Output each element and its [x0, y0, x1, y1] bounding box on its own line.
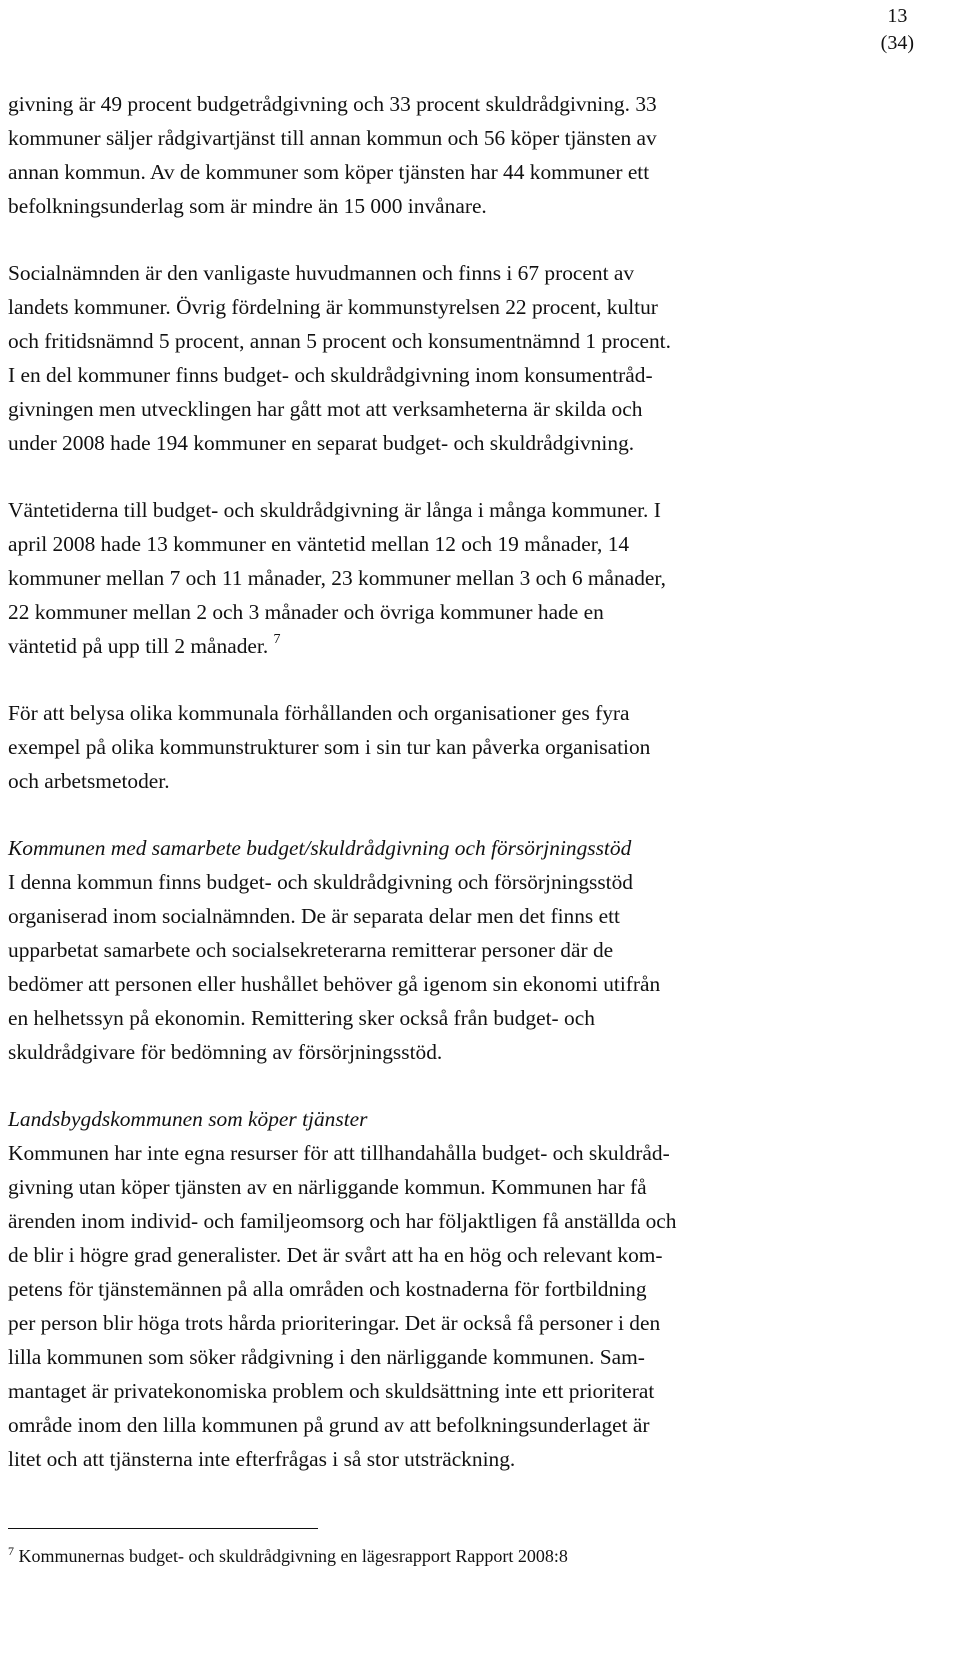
- text-line: under 2008 hade 194 kommuner en separat budget- och skuldrådgivning.: [8, 431, 635, 455]
- paragraph: [8, 87, 868, 223]
- text-line: landets kommuner. Övrig fördelning är kommunstyrelsen 22 procent, kultur: [8, 295, 658, 319]
- text-line: givning utan köper tjänsten av en närliggande kommun. Kommunen har få: [8, 1175, 647, 1199]
- text-line: [8, 629, 868, 663]
- text-line: I denna kommun finns budget- och skuldrådgivning och försörjningsstöd: [8, 870, 633, 894]
- text-line: en helhetssyn på ekonomin. Remittering sker också från budget- och: [8, 1006, 595, 1030]
- text-line: organiserad inom socialnämnden. De är separata delar men det finns ett: [8, 904, 620, 928]
- text-line: Kommunen har inte egna resurser för att tillhandahålla budget- och skuldråd-: [8, 1141, 670, 1165]
- text-line: 22 kommuner mellan 2 och 3 månader och övriga kommuner hade en: [8, 600, 604, 624]
- footnote: [8, 1543, 568, 1569]
- text-line: skuldrådgivare för bedömning av försörjningsstöd.: [8, 1040, 443, 1064]
- paragraph: [8, 493, 868, 663]
- body-text: [8, 87, 868, 1476]
- text-line: mantaget är privatekonomiska problem och skuldsättning inte ett prioriterat: [8, 1379, 655, 1403]
- text-line: kommuner mellan 7 och 11 månader, 23 kommuner mellan 3 och 6 månader,: [8, 566, 667, 590]
- text-line: april 2008 hade 13 kommuner en väntetid mellan 12 och 19 månader, 14: [8, 532, 630, 556]
- page-number-current: 13: [887, 5, 908, 27]
- text-line: område inom den lilla kommunen på grund av att befolkningsunderlaget är: [8, 1413, 650, 1437]
- text-line: ärenden inom individ- och familjeomsorg och har följaktligen få anställda och: [8, 1209, 677, 1233]
- text-line: de blir i högre grad generalister. Det är svårt att ha en hög och relevant kom-: [8, 1243, 663, 1267]
- paragraph: [8, 696, 868, 798]
- text-line: per person blir höga trots hårda prioriteringar. Det är också få personer i den: [8, 1311, 661, 1335]
- footnote-reference[interactable]: 7: [273, 632, 281, 647]
- footnote-divider: [8, 1528, 318, 1529]
- text-line: petens för tjänstemännen på alla områden och kostnaderna för fortbildning: [8, 1277, 647, 1301]
- text-line: bedömer att personen eller hushållet behöver gå igenom sin ekonomi utifrån: [8, 972, 661, 996]
- text-line: befolkningsunderlag som är mindre än 15 000 invånare.: [8, 194, 487, 218]
- text-line: Väntetiderna till budget- och skuldrådgivning är långa i många kommuner. I: [8, 498, 661, 522]
- text-line: litet och att tjänsterna inte efterfrågas i så stor utsträckning.: [8, 1447, 516, 1471]
- text-line: och fritidsnämnd 5 procent, annan 5 procent och konsumentnämnd 1 procent.: [8, 329, 671, 353]
- text-line: och arbetsmetoder.: [8, 769, 170, 793]
- section-heading: Landsbygdskommunen som köper tjänster: [8, 1107, 368, 1131]
- text-line: givning är 49 procent budgetrådgivning och 33 procent skuldrådgivning. 33: [8, 92, 657, 116]
- text-line: givningen men utvecklingen har gått mot att verksamheterna är skilda och: [8, 397, 643, 421]
- text-line: lilla kommunen som söker rådgivning i den närliggande kommunen. Sam-: [8, 1345, 645, 1369]
- page-number: [881, 3, 914, 57]
- text-line: kommuner säljer rådgivartjänst till annan kommun och 56 köper tjänsten av: [8, 126, 657, 150]
- section: [8, 831, 868, 1069]
- footnote-text: Kommunernas budget- och skuldrådgivning en lägesrapport Rapport 2008:8: [14, 1546, 568, 1566]
- paragraph: [8, 256, 868, 460]
- text-line: upparbetat samarbete och socialsekreterarna remitterar personer där de: [8, 938, 614, 962]
- text-line: annan kommun. Av de kommuner som köper tjänsten har 44 kommuner ett: [8, 160, 650, 184]
- text-line: I en del kommuner finns budget- och skuldrådgivning inom konsumentråd-: [8, 363, 653, 387]
- text-line: exempel på olika kommunstrukturer som i sin tur kan påverka organisation: [8, 735, 651, 759]
- footnote-marker: 7: [8, 1544, 14, 1558]
- text-line: Socialnämnden är den vanligaste huvudmannen och finns i 67 procent av: [8, 261, 635, 285]
- page-number-total: (34): [880, 32, 914, 54]
- text-line-content: väntetid på upp till 2 månader.: [8, 634, 269, 658]
- section-heading: Kommunen med samarbete budget/skuldrådgivning och försörjningsstöd: [8, 836, 632, 860]
- text-line: För att belysa olika kommunala förhållanden och organisationer ges fyra: [8, 701, 630, 725]
- section: [8, 1102, 868, 1476]
